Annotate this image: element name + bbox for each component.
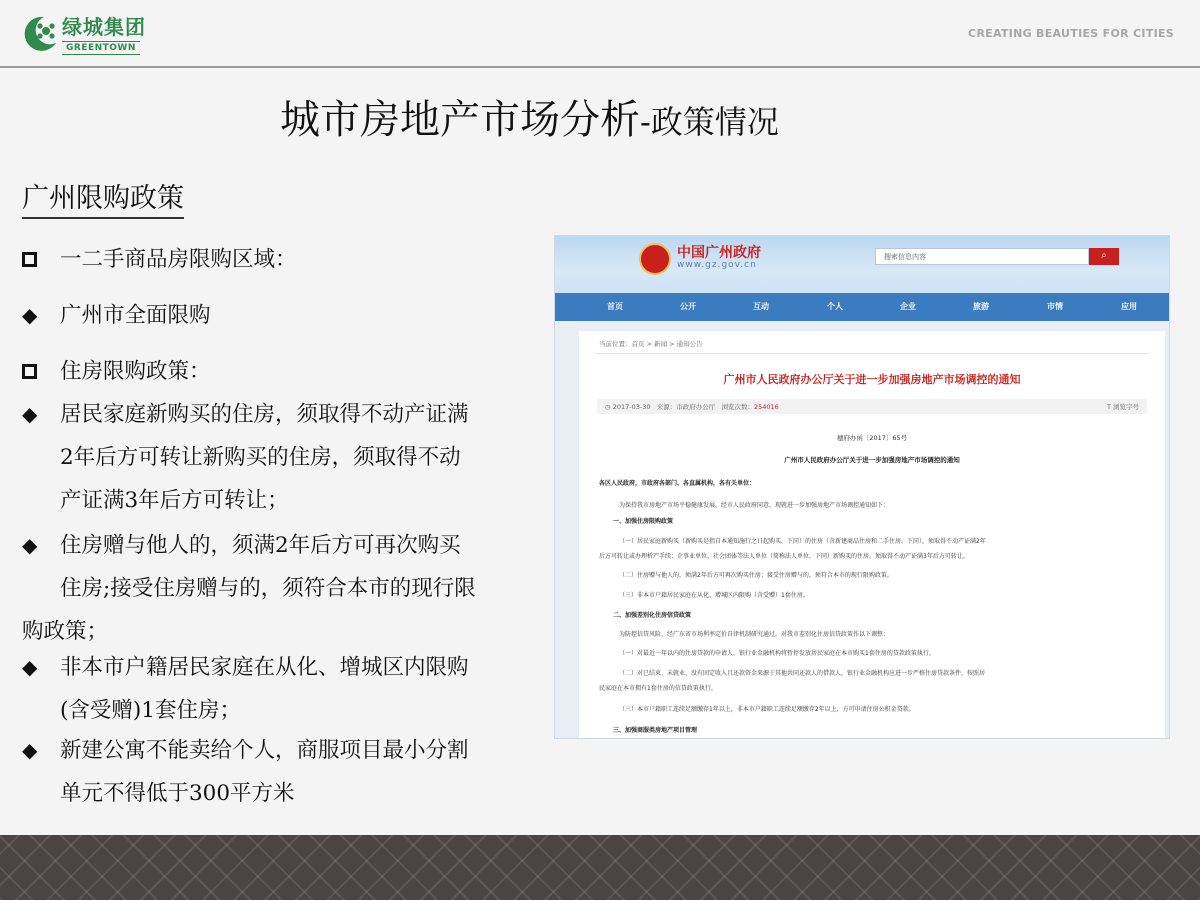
slide-subtitle: 广州限购政策 bbox=[22, 176, 184, 219]
greentown-logo bbox=[22, 9, 146, 57]
document-paragraph: （三）非本市户籍居民家庭在从化、增城区内限购（含受赠）1套住房。 bbox=[619, 592, 809, 599]
greentown-logo-icon bbox=[22, 13, 58, 53]
bullet-line: 住房;接受住房赠与的，须符合本市的现行限 bbox=[60, 576, 476, 601]
breadcrumb: 当前位置：首页 > 新闻 > 通知公告 bbox=[599, 340, 703, 348]
slide-title-main: 城市房地产市场分析 bbox=[280, 97, 640, 143]
gov-nav-bar bbox=[555, 293, 1170, 321]
document-paragraph: 民家庭在本市拥有1套住房的信贷政策执行。 bbox=[599, 685, 717, 692]
gov-nav-item: 应用 bbox=[1121, 302, 1137, 311]
gov-nav-item: 企业 bbox=[900, 302, 916, 311]
bullet-item bbox=[22, 294, 211, 337]
bullet-item bbox=[22, 350, 211, 393]
gov-nav-item: 公开 bbox=[680, 302, 696, 311]
gov-nav-item: 个人 bbox=[827, 302, 843, 311]
footer-pattern bbox=[0, 835, 1200, 900]
gov-nav-item: 首页 bbox=[607, 302, 623, 311]
logo-chinese-name: 绿城集团 bbox=[62, 15, 146, 39]
slide-title bbox=[280, 88, 779, 145]
bullet-item bbox=[22, 238, 297, 281]
bullet-line: 广州市全面限购 bbox=[60, 303, 211, 328]
search-icon: ⌕ bbox=[1089, 248, 1119, 265]
logo-english-name: GREENTOWN bbox=[62, 41, 140, 55]
document-paragraph: 各区人民政府，市政府各部门、各直属机构，各有关单位： bbox=[599, 480, 756, 487]
bullet-line: 居民家庭新购买的住房，须取得不动产证满 bbox=[60, 402, 469, 427]
national-emblem-icon bbox=[639, 243, 671, 275]
bullet-line: 住房限购政策： bbox=[60, 359, 211, 384]
document-number: 穗府办函〔2017〕65号 bbox=[836, 434, 908, 442]
bullet-item bbox=[22, 393, 469, 522]
gov-search-input: 搜索信息内容 bbox=[875, 248, 1089, 265]
bullet-line: 住房赠与他人的，须满2年后方可再次购买 bbox=[60, 533, 461, 558]
slide-title-sub: -政策情况 bbox=[640, 103, 779, 141]
article-meta-bar bbox=[597, 399, 1147, 414]
document-paragraph: （二）住房赠与他人的，须满2年后方可再次购买住房；接受住房赠与的，须符合本市的现行限购政策。 bbox=[619, 572, 893, 579]
bullet-line: 购政策； bbox=[22, 619, 109, 644]
breadcrumb-divider bbox=[595, 353, 1149, 354]
gov-site-name: 中国广州政府 bbox=[677, 245, 761, 261]
company-tagline: CREATING BEAUTIES FOR CITIES bbox=[967, 27, 1174, 40]
bullet-item bbox=[22, 524, 476, 653]
document-paragraph: （二）对已结束、未就业、没有固定收入且还款资金来源于其他共同还款人的借款人，银行业金融机构应进一步严格住房贷款条件，按照居 bbox=[619, 670, 986, 677]
document-paragraph: （一）居民家庭新购买（新购买是指自本通知施行之日起购买，下同）的住房（含新建商品住房和二手住房，下同），须取得不动产证满2年 bbox=[619, 538, 986, 545]
diamond-bullet-icon: ◆ bbox=[22, 402, 38, 426]
header-bar bbox=[0, 0, 1200, 66]
diamond-bullet-icon: ◆ bbox=[22, 738, 38, 762]
clock-icon: ◷ bbox=[605, 403, 613, 411]
square-bullet-icon bbox=[22, 238, 44, 282]
article-source: 来源：市政府办公厅 bbox=[656, 403, 716, 411]
document-paragraph: 三、加强商服类房地产项目管理 bbox=[613, 727, 698, 734]
document-paragraph: 为防控信贷风险，经广东省市场利率定价自律机制研究通过，对我市差别化住房信贷政策作以下调整： bbox=[619, 631, 890, 638]
notice-title: 广州市人民政府办公厅关于进一步加强房地产市场调控的通知 bbox=[723, 373, 1021, 386]
bullet-line: (含受赠)1套住房； bbox=[60, 698, 241, 723]
bullet-line: 新建公寓不能卖给个人，商服项目最小分割 bbox=[60, 738, 469, 763]
document-paragraph: （一）对最近一年以内的住房贷款的申请人，银行业金融机构将暂停发放居民家庭在本市购买1套住房的贷款政策执行。 bbox=[619, 650, 935, 657]
header-divider bbox=[0, 66, 1200, 68]
diamond-bullet-icon: ◆ bbox=[22, 655, 38, 679]
bullet-line: 非本市户籍居民家庭在从化、增城区内限购 bbox=[60, 655, 469, 680]
square-bullet-icon bbox=[22, 350, 44, 394]
gov-nav-item: 互动 bbox=[753, 302, 769, 311]
font-size-toggle: T 浏览字号 bbox=[1106, 403, 1139, 411]
document-paragraph: （三）本市户籍职工连续足额缴存1年以上，非本市户籍职工连续足额缴存2年以上，方可申请住房公积金贷款。 bbox=[619, 706, 915, 713]
bullet-line: 产证满3年后方可转让； bbox=[60, 488, 289, 513]
gov-nav-item: 旅游 bbox=[973, 302, 989, 311]
document-paragraph: 为保持我市房地产市场平稳健康发展，经市人民政府同意，现就进一步加强房地产市场调控通知如下： bbox=[619, 502, 890, 509]
bullet-item bbox=[22, 646, 469, 732]
bullet-line: 一二手商品房限购区域： bbox=[60, 247, 297, 272]
gov-site-url: www.gz.gov.cn bbox=[677, 260, 757, 270]
gov-article-card bbox=[579, 331, 1165, 739]
diamond-bullet-icon: ◆ bbox=[22, 533, 38, 557]
gov-website-screenshot bbox=[554, 235, 1170, 739]
document-paragraph: 二、加强差别化住房信贷政策 bbox=[613, 612, 692, 619]
gov-nav-item: 市情 bbox=[1047, 302, 1063, 311]
diamond-bullet-icon: ◆ bbox=[22, 303, 38, 327]
document-paragraph: 一、加强住房限购政策 bbox=[613, 518, 674, 525]
bullet-line: 2年后方可转让新购买的住房，须取得不动 bbox=[60, 445, 461, 470]
document-paragraph: 后方可转让或办理析产手续；企事业单位、社会团体等法人单位（简称法人单位，下同）新购买的住房，须取得不动产证满3年后方可转让。 bbox=[599, 553, 969, 560]
hits-count: 254016 bbox=[753, 403, 779, 411]
article-date: 2017-03-30 bbox=[612, 403, 651, 411]
gov-site-header bbox=[555, 236, 1170, 293]
bullet-line: 单元不得低于300平方米 bbox=[60, 781, 295, 806]
hits-label: 浏览次数： bbox=[721, 403, 754, 411]
bullet-item bbox=[22, 729, 469, 815]
document-heading: 广州市人民政府办公厅关于进一步加强房地产市场调控的通知 bbox=[784, 456, 960, 464]
